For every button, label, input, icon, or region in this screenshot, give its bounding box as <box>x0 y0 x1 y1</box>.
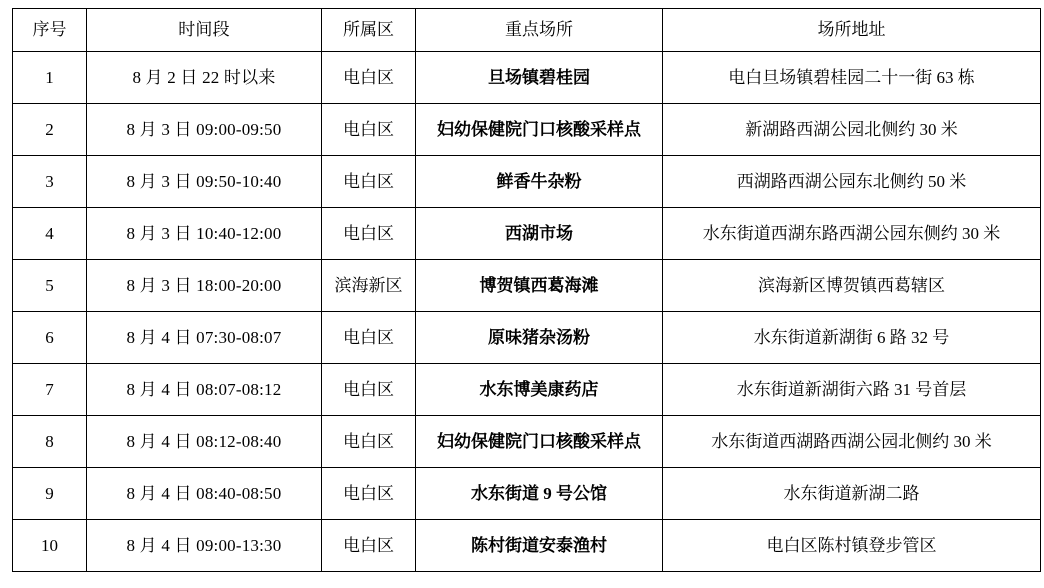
cell-index: 3 <box>13 156 87 208</box>
cell-index: 9 <box>13 468 87 520</box>
table-row <box>13 312 1041 364</box>
column-header-address: 场所地址 <box>663 9 1041 52</box>
cell-time: 8 月 4 日 08:12-08:40 <box>87 416 322 468</box>
cell-time: 8 月 4 日 08:07-08:12 <box>87 364 322 416</box>
table-row <box>13 156 1041 208</box>
cell-place: 妇幼保健院门口核酸采样点 <box>416 416 663 468</box>
table-row <box>13 416 1041 468</box>
table-header <box>13 9 1041 52</box>
table-body <box>13 52 1041 572</box>
cell-address: 水东街道西湖东路西湖公园东侧约 30 米 <box>663 208 1041 260</box>
cell-place: 陈村街道安泰渔村 <box>416 520 663 572</box>
cell-place: 西湖市场 <box>416 208 663 260</box>
cell-address: 水东街道新湖街 6 路 32 号 <box>663 312 1041 364</box>
cell-time: 8 月 3 日 18:00-20:00 <box>87 260 322 312</box>
cell-index: 2 <box>13 104 87 156</box>
table-row <box>13 52 1041 104</box>
cell-district: 电白区 <box>322 312 416 364</box>
cell-district: 滨海新区 <box>322 260 416 312</box>
cell-district: 电白区 <box>322 468 416 520</box>
risk-locations-table <box>12 8 1041 572</box>
table-row <box>13 364 1041 416</box>
cell-address: 水东街道西湖路西湖公园北侧约 30 米 <box>663 416 1041 468</box>
table-row <box>13 520 1041 572</box>
cell-index: 7 <box>13 364 87 416</box>
cell-district: 电白区 <box>322 104 416 156</box>
cell-address: 水东街道新湖二路 <box>663 468 1041 520</box>
cell-place: 妇幼保健院门口核酸采样点 <box>416 104 663 156</box>
cell-district: 电白区 <box>322 208 416 260</box>
cell-district: 电白区 <box>322 52 416 104</box>
cell-index: 5 <box>13 260 87 312</box>
cell-index: 8 <box>13 416 87 468</box>
cell-index: 6 <box>13 312 87 364</box>
cell-address: 新湖路西湖公园北侧约 30 米 <box>663 104 1041 156</box>
table-row <box>13 208 1041 260</box>
cell-address: 水东街道新湖街六路 31 号首层 <box>663 364 1041 416</box>
cell-time: 8 月 3 日 09:00-09:50 <box>87 104 322 156</box>
table-row <box>13 260 1041 312</box>
cell-place: 水东街道 9 号公馆 <box>416 468 663 520</box>
column-header-district: 所属区 <box>322 9 416 52</box>
table-row <box>13 104 1041 156</box>
cell-district: 电白区 <box>322 520 416 572</box>
column-header-index: 序号 <box>13 9 87 52</box>
cell-district: 电白区 <box>322 156 416 208</box>
cell-place: 水东博美康药店 <box>416 364 663 416</box>
cell-time: 8 月 4 日 07:30-08:07 <box>87 312 322 364</box>
cell-place: 原味猪杂汤粉 <box>416 312 663 364</box>
cell-index: 4 <box>13 208 87 260</box>
table-row <box>13 468 1041 520</box>
cell-district: 电白区 <box>322 364 416 416</box>
cell-place: 博贺镇西葛海滩 <box>416 260 663 312</box>
cell-time: 8 月 4 日 09:00-13:30 <box>87 520 322 572</box>
cell-index: 1 <box>13 52 87 104</box>
cell-time: 8 月 2 日 22 时以来 <box>87 52 322 104</box>
column-header-place: 重点场所 <box>416 9 663 52</box>
cell-time: 8 月 3 日 09:50-10:40 <box>87 156 322 208</box>
cell-address: 西湖路西湖公园东北侧约 50 米 <box>663 156 1041 208</box>
cell-time: 8 月 4 日 08:40-08:50 <box>87 468 322 520</box>
cell-district: 电白区 <box>322 416 416 468</box>
cell-address: 电白旦场镇碧桂园二十一街 63 栋 <box>663 52 1041 104</box>
cell-index: 10 <box>13 520 87 572</box>
cell-place: 旦场镇碧桂园 <box>416 52 663 104</box>
cell-place: 鲜香牛杂粉 <box>416 156 663 208</box>
table-header-row <box>13 9 1041 52</box>
column-header-time: 时间段 <box>87 9 322 52</box>
cell-address: 滨海新区博贺镇西葛辖区 <box>663 260 1041 312</box>
cell-time: 8 月 3 日 10:40-12:00 <box>87 208 322 260</box>
cell-address: 电白区陈村镇登步管区 <box>663 520 1041 572</box>
